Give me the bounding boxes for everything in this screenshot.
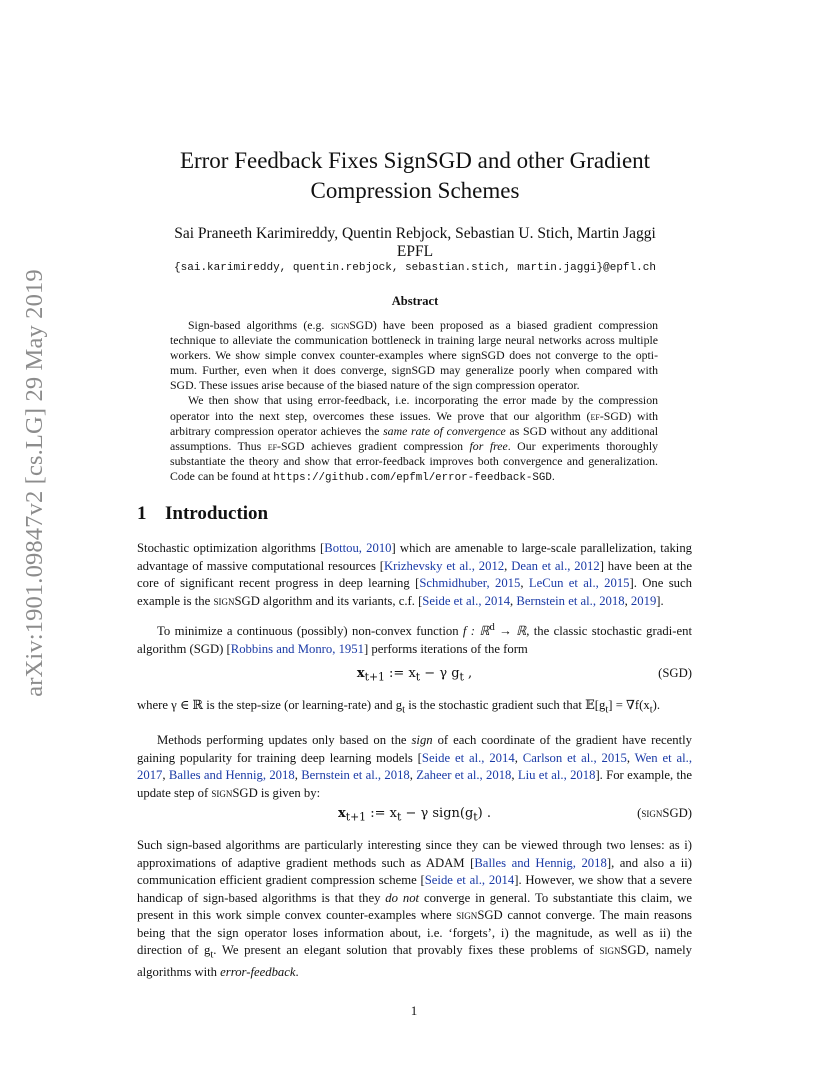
citation-link[interactable]: Robbins and Monro, 1951 (230, 641, 364, 656)
equation-sgd (137, 666, 692, 684)
abstract-paragraph-1: Sign-based algorithms (e.g. signSGD) have been proposed as a biased gradient compression technique to alleviate the communication bottleneck in training large neural networks across multiple workers. We show simple convex counter-examples where signSGD does not converge to the opti-mum. Further, even when it does converge, signSGD may generalize poorly when compared with SGD. These issues arise because of the biased nature of the sign compression operator. (170, 318, 658, 393)
abstract-paragraph-2: We then show that using error-feedback, i.e. incorporating the error made by the compression operator into the next step, overcomes these issues. We prove that our algorithm (ef-SGD) with arbitrary compression operator achieves the same rate of convergence as SGD without any additional assumptions. Thus ef-SGD achieves gradient compression for free. Our experiments thoroughly substantiate the theory and show that error-feedback improves both convergence and generalization. Code can be found at https://github.com/epfml/error-feedback-SGD. (170, 393, 658, 484)
citation-link[interactable]: Balles and Hennig, 2018 (168, 768, 295, 782)
code-url-link[interactable]: https://github.com/epfml/error-feedback-SGD (273, 471, 552, 484)
equation-expression: $x_{t+1}$ := $x_t - \gamma$ $g_t$ , (356, 666, 473, 684)
citation-link[interactable]: Wen et al., 2017 (137, 750, 692, 782)
intro-paragraph-1: Stochastic optimization algorithms [Bottou, 2010] which are amenable to large-scale parallelization, taking advantage of massive computational resources [Krizhevsky et al., 2012, Dean et al., 2012] have been at the core of significant recent progress in deep learning [Schmidhuber, 2015, LeCun et al., 2015]. One such example is the signSGD algorithm and its variants, c.f. [Seide et al., 2014, Bernstein et al., 2018, 2019]. (137, 541, 693, 608)
citation-link[interactable]: Bernstein et al., 2018 (301, 768, 410, 782)
equation-signsgd (137, 806, 692, 824)
section-title: Introduction (165, 503, 269, 524)
affiliation: EPFL (396, 243, 434, 260)
citation-link[interactable]: Balles and Hennig, 2018 (474, 855, 607, 870)
citation-link[interactable]: Krizhevsky et al., 2012 (384, 558, 505, 573)
arxiv-stamp (19, 269, 51, 697)
citation-link[interactable]: Seide et al., 2014 (422, 593, 511, 608)
citation-link[interactable]: Liu et al., 2018 (517, 768, 596, 782)
citation-link[interactable]: Seide et al., 2014 (424, 873, 515, 887)
citation-link[interactable]: Zaheer et al., 2018 (416, 768, 512, 782)
intro-paragraph-5: Such sign-based algorithms are particularly interesting since they can be viewed through two lenses: as i) approximations of adaptive gradient methods such as ADAM [Balles and Hennig, 2018], and also a ii) communication efficient gradient compression scheme [Seide et al., 2014]. However, we show that a severe handicap of sign-based algorithms is that they do not converge in general. To substantiate this claim, we present in this work simple convex counter-examples where signSGD cannot converge. The main reasons being that the sign operator loses information about, i.e. ‘forgets’, i) the magnitude, as well as ii) the direction of $g_t$. We present an elegant solution that provably fixes these problems of signSGD, namely algorithms with error-feedback. (137, 838, 693, 980)
section-number: 1 (137, 503, 147, 524)
citation-link[interactable]: Bottou, 2010 (324, 541, 392, 555)
intro-paragraph-3: where γ ∈ ℝ is the step-size (or learning-rate) and $g_t$ is the stochastic gradient such that $𝔼[g_t] = \nabla f(x_t)$. (137, 698, 661, 716)
citation-link[interactable]: Dean et al., 2012 (511, 558, 600, 573)
citation-link[interactable]: LeCun et al., 2015 (528, 576, 630, 590)
equation-tag: (SGD) (658, 666, 692, 680)
citation-link[interactable]: Bernstein et al., 2018 (516, 593, 625, 608)
abstract-body (170, 318, 658, 486)
abstract-heading: Abstract (391, 294, 439, 308)
citation-link[interactable]: Carlson et al., 2015 (522, 750, 627, 765)
page-number: 1 (410, 1003, 418, 1018)
section-heading-introduction (137, 503, 268, 525)
citation-link[interactable]: Schmidhuber, 2015 (419, 576, 521, 590)
intro-paragraph-4: Methods performing updates only based on the sign of each coordinate of the gradient have recently gaining popularity for training deep learning models [Seide et al., 2014, Carlson et al., 2015, Wen et al., 2017, Balles and Hennig, 2018, Bernstein et al., 2018, Zaheer et al., 2018, Liu et al., 2018]. For example, the update step of signSGD is given by: (137, 733, 693, 800)
citation-link[interactable]: Seide et al., 2014 (421, 750, 515, 765)
paper-title (130, 146, 700, 206)
author-list: Sai Praneeth Karimireddy, Quentin Rebjock, Sebastian U. Stich, Martin Jaggi (174, 225, 656, 242)
title-line-2: Compression Schemes (310, 178, 520, 203)
arxiv-stamp-text: arXiv:1901.09847v2 [cs.LG] 29 May 2019 (21, 269, 48, 697)
title-line-1: Error Feedback Fixes SignSGD and other Gradient (179, 148, 651, 173)
equation-expression: $x_{t+1}$ := $x_t - \gamma$ $sign(g_t)$ . (337, 806, 491, 824)
intro-paragraph-2: To minimize a continuous (possibly) non-convex function f : ℝ$^d$ → ℝ, the classic stochastic gradi-ent algorithm (SGD) [Robbins and Monro, 1951] performs iterations of the form (137, 622, 692, 656)
equation-tag: (signSGD) (637, 806, 692, 820)
citation-link[interactable]: 2019 (630, 593, 657, 608)
author-emails: {sai.karimireddy, quentin.rebjock, sebastian.stich, martin.jaggi}@epfl.ch (174, 262, 656, 274)
